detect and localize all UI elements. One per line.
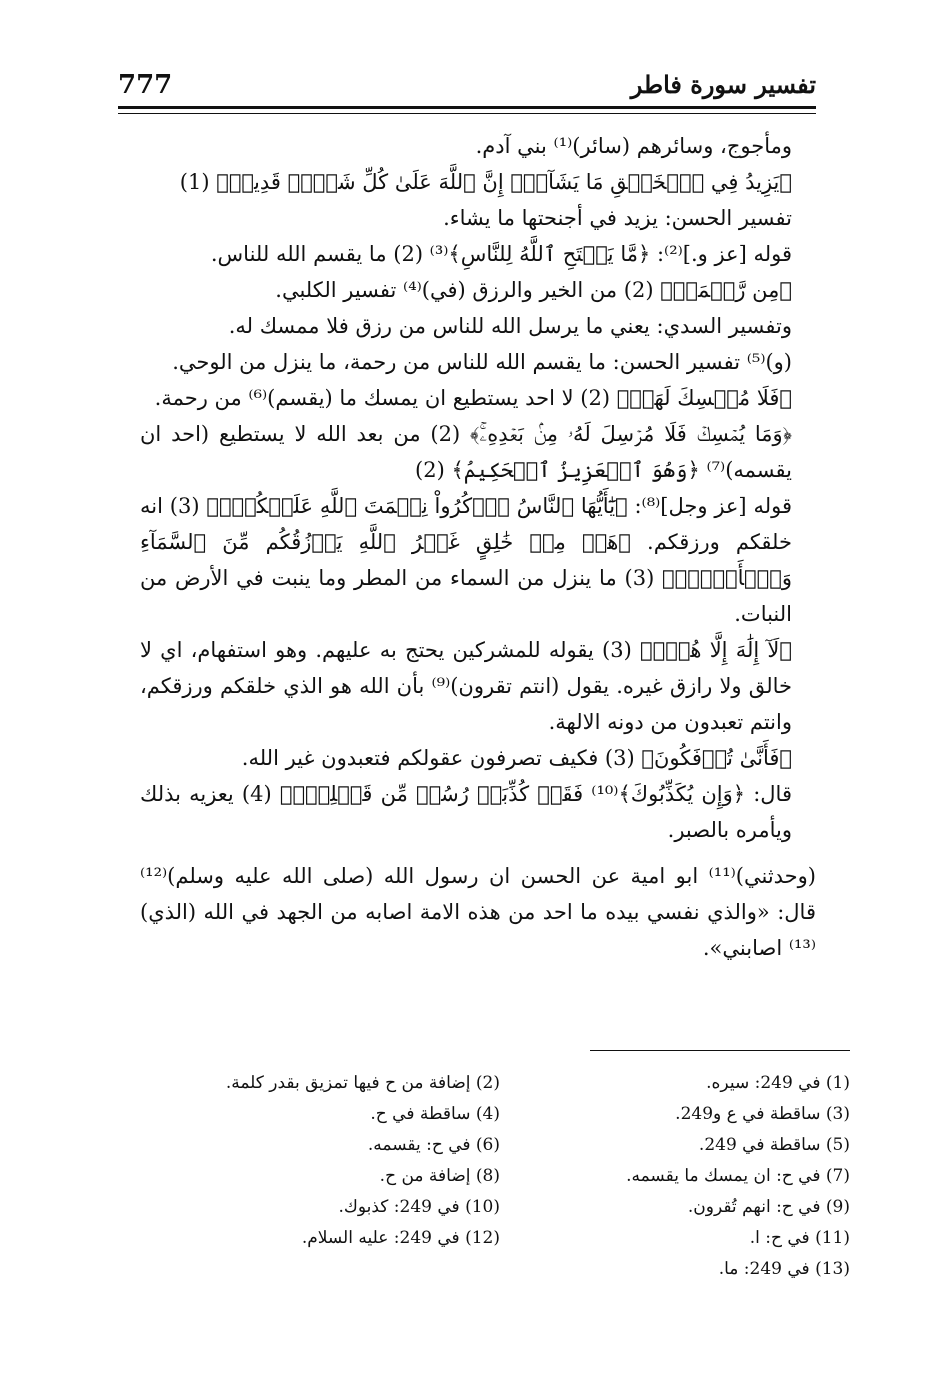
- paragraph: وتفسير السدي: يعني ما يرسل الله للناس من رزق فلا ممسك له.: [228, 314, 792, 338]
- paragraph: قوله [عز و.]⁽²⁾: ﴿مَّا يَفۡتَحِ ٱللَّهُ لِلنَّاسِ﴾⁽³⁾ (2) ما يقسم الله للناس.: [210, 242, 792, 266]
- paragraph: قوله [عز وجل]⁽⁸⁾: ﴿يَٰٓأَيُّهَا ٱلنَّاسُ ٱذۡكُرُواْ نِعۡمَتَ ٱللَّهِ عَلَيۡكُمۡۚ﴾ (3) انه خلقكم ورزقكم. ﴿هَلۡ مِنۡ خَٰلِقٍ غَيۡرُ ٱللَّهِ يَرۡزُقُكُم مِّنَ ٱلسَّمَآءِ وَٱلۡأَرۡضِۚ﴾ (3) ما ينزل من السماء من المطر وما ينبت في الأرض من النبات.: [140, 494, 793, 626]
- paragraph: ﴿يَزِيدُ فِي ٱلۡخَلۡقِ مَا يَشَآءُۚ إِنَّ ٱللَّهَ عَلَىٰ كُلِّ شَيۡءٖ قَدِيرٞ﴾ (1): [179, 170, 792, 194]
- paragraph: ﴿وَمَا يُمۡسِكۡ فَلَا مُرۡسِلَ لَهُۥ مِنۢ بَعۡدِهِۦۚ﴾ (2) من بعد الله لا يستطيع (احد ان يقسمه)⁽⁷⁾ ﴿وَهُوَ ٱلۡعَزِيزُ ٱلۡحَكِيمُ﴾ (2): [140, 422, 792, 482]
- footnote: (9) في ح: انهم تُقرون.: [687, 1197, 850, 1217]
- footnote: (6) في ح: يقسمه.: [367, 1135, 500, 1155]
- header-rule: [118, 106, 816, 109]
- paragraph: (و)⁽⁵⁾ تفسير الحسن: ما يقسم الله للناس من رحمة، ما ينزل من الوحي.: [172, 350, 792, 374]
- paragraph: ﴿مِن رَّحۡمَةٖ﴾ (2) من الخير والرزق (في)⁽⁴⁾ تفسير الكلبي.: [275, 278, 792, 302]
- footnotes-column-right: [550, 1068, 850, 1285]
- footnote: (2) إضافة من ح فيها تمزيق بقدر كلمة.: [225, 1073, 500, 1093]
- footnote: (7) في ح: ان يمسك ما يقسمه.: [626, 1166, 850, 1186]
- page-header: [118, 64, 816, 104]
- paragraph: تفسير الحسن: يزيد في أجنحتها ما يشاء.: [443, 206, 792, 230]
- footnote: (5) ساقطة في 249.: [698, 1135, 850, 1155]
- footnote: (11) في ح: ا.: [749, 1228, 850, 1248]
- main-text: [140, 128, 816, 966]
- footnote: (3) ساقطة في ع و249.: [675, 1104, 850, 1124]
- paragraph: ﴿فَأَنَّىٰ تُؤۡفَكُونَ﴾ (3) فكيف تصرفون عقولكم فتعبدون غير الله.: [241, 746, 792, 770]
- footnote: (12) في 249: عليه السلام.: [301, 1228, 500, 1248]
- footnote: (8) إضافة من ح.: [379, 1166, 500, 1186]
- footnotes-column-left: [180, 1068, 500, 1254]
- footnote-rule: [590, 1050, 850, 1051]
- paragraph: ﴿فَلَا مُمۡسِكَ لَهَاۖ﴾ (2) لا احد يستطيع ان يمسك ما (يقسم)⁽⁶⁾ من رحمة.: [154, 386, 792, 410]
- paragraph: ﴿لَآ إِلَٰهَ إِلَّا هُوَۖ﴾ (3) يقوله للمشركين يحتج به عليهم. وهو استفهام، اي لا خالق ولا رازق غيره. يقول (انتم تقرون)⁽⁹⁾ بأن الله هو الذي خلقكم ورزقكم، وانتم تعبدون من دونه الالهة.: [140, 638, 792, 734]
- footnote: (10) في 249: كذبوك.: [338, 1197, 500, 1217]
- paragraph: ومأجوج، وسائرهم (سائر)⁽¹⁾ بني آدم.: [475, 134, 792, 158]
- paragraph: (وحدثني)⁽¹¹⁾ ابو امية عن الحسن ان رسول الله (صلى الله عليه وسلم)⁽¹²⁾ قال: «والذي نفسي بيده ما احد من هذه الامة اصابه من الجهد في الله (الذي)⁽¹³⁾ اصابني».: [140, 864, 816, 960]
- footnote: (1) في 249: سيره.: [706, 1073, 850, 1093]
- header-rule-thin: [118, 113, 816, 114]
- page-number: 777: [118, 70, 173, 100]
- footnote: (4) ساقطة في ح.: [370, 1104, 500, 1124]
- footnote: (13) في 249: ما.: [718, 1259, 850, 1279]
- running-title: تفسير سورة فاطر: [630, 70, 816, 99]
- paragraph: قال: ﴿وَإِن يُكَذِّبُوكَ﴾⁽¹⁰⁾ فَقَدۡ كُذِّبَتۡ رُسُلٞ مِّن قَبۡلِكَۚ﴾ (4) يعزيه بذلك ويأمره بالصبر.: [140, 782, 792, 842]
